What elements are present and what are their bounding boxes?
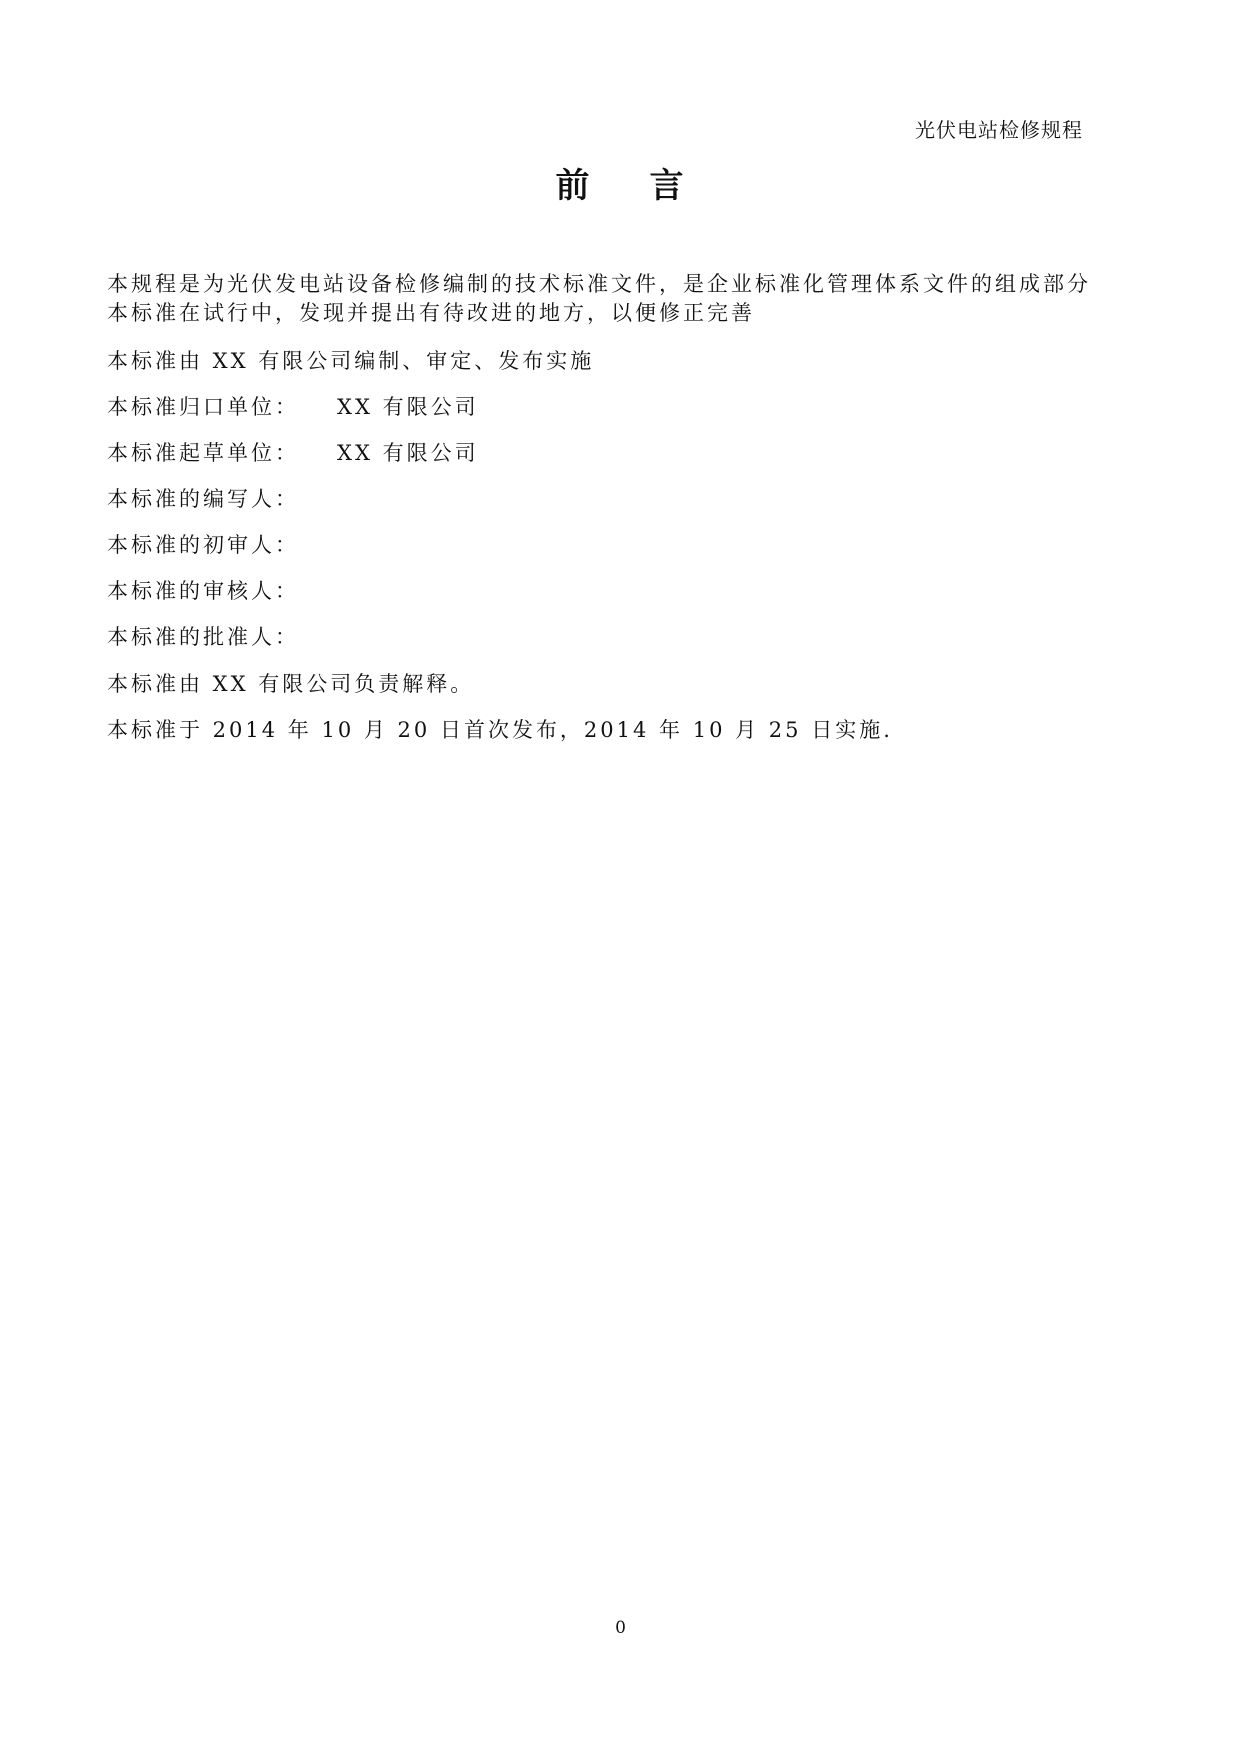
paragraph-trial: 本标准在试行中，发现并提出有待改进的地方，以便修正完善 [107,301,755,325]
running-header: 光伏电站检修规程 [915,118,1083,142]
paragraph-first-reviewer: 本标准的初审人： [107,533,299,557]
paragraph-interpretation: 本标准由 XX 有限公司负责解释。 [107,672,475,696]
paragraph-responsible-unit [107,391,479,421]
drafting-unit-label: 本标准起草单位： [107,441,299,465]
responsible-unit-value: XX 有限公司 [337,395,479,419]
title-char-1: 前 [555,166,592,206]
paragraph-approver: 本标准的批准人： [107,625,299,649]
paragraph-auditor: 本标准的审核人： [107,579,299,603]
page-title [0,158,1241,207]
responsible-unit-label: 本标准归口单位： [107,395,299,419]
paragraph-release-date: 本标准于 2014 年 10 月 20 日首次发布，2014 年 10 月 25 日实施. [107,718,893,742]
paragraph-author: 本标准的编写人： [107,487,299,511]
paragraph-drafting-unit [107,437,479,467]
page-number: 0 [615,1618,626,1638]
paragraph-purpose: 本规程是为光伏发电站设备检修编制的技术标准文件，是企业标准化管理体系文件的组成部分 [107,272,1091,296]
paragraph-issuer: 本标准由 XX 有限公司编制、审定、发布实施 [107,349,595,373]
title-char-2: 言 [649,166,686,206]
drafting-unit-value: XX 有限公司 [337,441,479,465]
